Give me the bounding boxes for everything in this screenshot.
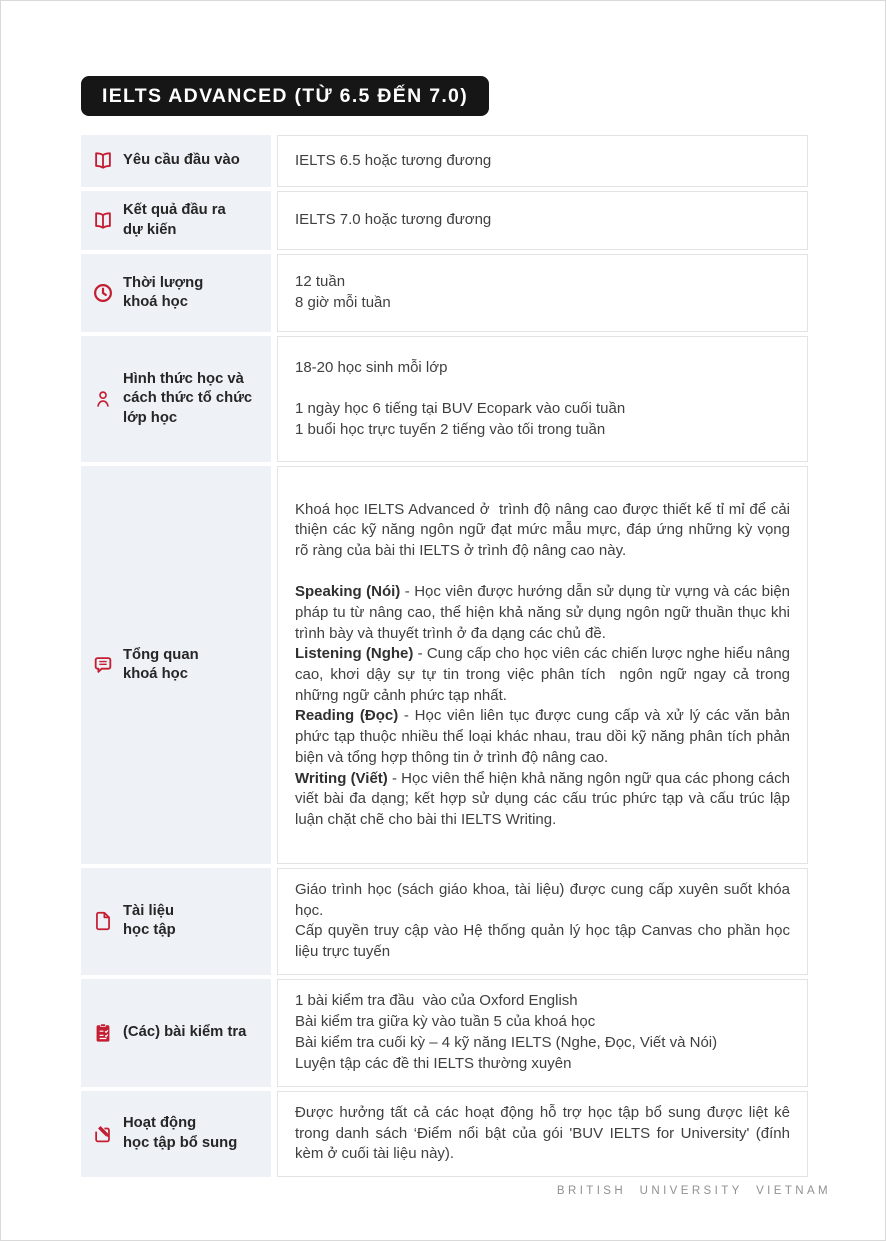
row-label: Hoạt động học tập bổ sung xyxy=(123,1115,238,1151)
row-label: Thời lượng khoá học xyxy=(123,274,204,311)
comment-lines-icon xyxy=(92,654,114,676)
content-line: Bài kiểm tra giữa kỳ vào tuần 5 của khoá học xyxy=(295,1013,596,1031)
content-line: Reading (Đọc) - Học viên liên tục được cung cấp và xử lý các văn bản phức tạp thuộc nhiều thể loại khác nhau, trau dồi kỹ năng phân tích phản biện và tổng hợp thông tin ở trình độ nâng cao. xyxy=(295,707,795,766)
row-label-cell xyxy=(81,254,271,332)
row-label-cell xyxy=(81,979,271,1087)
content-line xyxy=(295,378,790,399)
table-row xyxy=(81,868,808,975)
table-row xyxy=(81,1091,808,1177)
row-content-cell xyxy=(277,1091,808,1177)
content-line: Writing (Viết) - Học viên thể hiện khả năng ngôn ngữ qua các phong cách viết bài đa dạng; kết hợp sử dụng các cấu trúc phức tạp và cấu trúc lập luận chặt chẽ cho bài thi IELTS Writing. xyxy=(295,769,795,828)
table-row xyxy=(81,336,808,462)
row-label-cell xyxy=(81,1091,271,1177)
document-icon xyxy=(92,910,114,932)
table-row xyxy=(81,466,808,864)
content-line: 8 giờ mỗi tuần xyxy=(295,294,391,312)
course-table xyxy=(81,135,808,1177)
book-open-icon xyxy=(92,210,114,232)
content-line: 1 bài kiểm tra đầu vào của Oxford English xyxy=(295,992,578,1010)
content-line: Khoá học IELTS Advanced ở trình độ nâng cao được thiết kế tỉ mỉ để cải thiện các kỹ năng ngôn ngữ đạt mức mẫu mực, đáp ứng những kỳ vọng rõ ràng của bài thi IELTS ở trình độ nâng cao này. xyxy=(295,500,795,559)
row-content-cell xyxy=(277,336,808,462)
content-line xyxy=(295,562,790,583)
clock-icon xyxy=(92,282,114,304)
row-content-cell xyxy=(277,135,808,187)
content-line: Được hưởng tất cả các hoạt động hỗ trợ học tập bổ sung được liệt kê trong danh sách ‘Điểm nổi bật của gói 'BUV IELTS for University' (đính kèm ở cuối tài liệu này). xyxy=(295,1103,795,1163)
person-icon xyxy=(92,388,114,410)
row-label-cell xyxy=(81,336,271,462)
row-label: Hình thức học và cách thức tổ chức lớp học xyxy=(123,370,253,426)
row-label: Tài liệu học tập xyxy=(123,902,176,939)
content-line: Listening (Nghe) - Cung cấp cho học viên các chiến lược nghe hiểu nâng cao, khơi dậy sự tự tin trong việc phân tích ngôn ngữ ngay cả trong những ngữ cảnh phức tạp nhất. xyxy=(295,645,795,704)
row-label-cell xyxy=(81,868,271,975)
content-line: 1 buổi học trực tuyến 2 tiếng vào tối trong tuần xyxy=(295,420,606,438)
footer-brand: BRITISH UNIVERSITY VIETNAM xyxy=(556,1185,831,1197)
content-line: Bài kiểm tra cuối kỳ – 4 kỹ năng IELTS (Nghe, Đọc, Viết và Nói) xyxy=(295,1033,718,1051)
row-label-cell xyxy=(81,135,271,187)
row-label: (Các) bài kiểm tra xyxy=(123,1024,247,1041)
row-label: Yêu cầu đầu vào xyxy=(123,152,240,169)
row-content-cell xyxy=(277,868,808,975)
row-label-cell xyxy=(81,191,271,250)
content-line: Giáo trình học (sách giáo khoa, tài liệu) được cung cấp xuyên suốt khóa học. xyxy=(295,881,795,919)
content-line: Speaking (Nói) - Học viên được hướng dẫn sử dụng từ vựng và các biện pháp tu từ nâng cao, thể hiện khả năng sử dụng ngôn ngữ thuần thục khi trình bày và thuyết trình ở đa dạng các chủ đề. xyxy=(295,583,795,642)
content-line: IELTS 6.5 hoặc tương đương xyxy=(295,151,492,169)
clipboard-check-icon xyxy=(92,1022,114,1044)
content-line: IELTS 7.0 hoặc tương đương xyxy=(295,211,492,229)
row-label: Tổng quan khoá học xyxy=(123,646,199,683)
table-row xyxy=(81,979,808,1087)
content-line: Luyện tập các đề thi IELTS thường xuyên xyxy=(295,1054,572,1072)
row-content-cell xyxy=(277,191,808,250)
table-row xyxy=(81,191,808,250)
table-row xyxy=(81,135,808,187)
table-row xyxy=(81,254,808,332)
row-content-cell xyxy=(277,979,808,1087)
row-content-cell xyxy=(277,466,808,864)
content-line: 12 tuần xyxy=(295,273,346,291)
book-open-icon xyxy=(92,150,114,172)
page-title-banner: IELTS ADVANCED (TỪ 6.5 ĐẾN 7.0) xyxy=(81,76,489,116)
row-content-cell xyxy=(277,254,808,332)
row-label: Kết quả đầu ra dự kiến xyxy=(123,202,226,238)
row-label-cell xyxy=(81,466,271,864)
content-line: Cấp quyền truy cập vào Hệ thống quản lý học tập Canvas cho phần học liệu trực tuyến xyxy=(295,922,795,961)
content-line: 1 ngày học 6 tiếng tại BUV Ecopark vào cuối tuần xyxy=(295,400,626,418)
pencil-square-icon xyxy=(92,1123,114,1145)
content-line: 18-20 học sinh mỗi lớp xyxy=(295,358,448,376)
